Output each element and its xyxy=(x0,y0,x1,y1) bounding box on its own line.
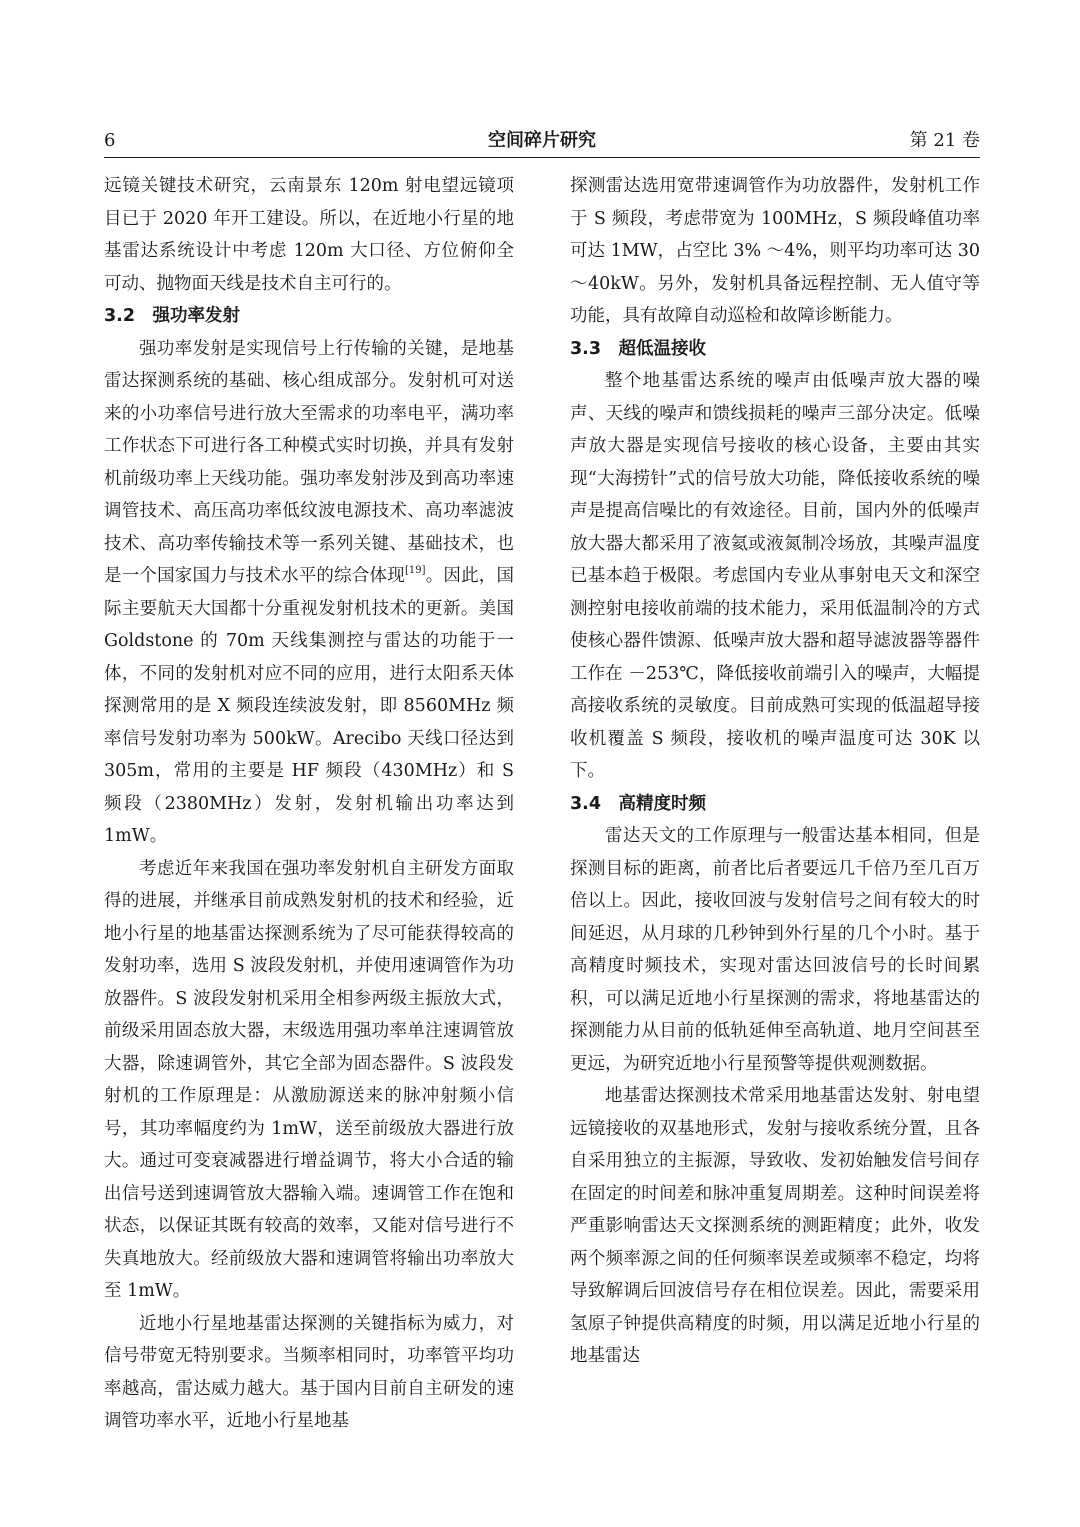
section-number: 3.4 xyxy=(570,793,602,814)
right-column xyxy=(570,170,980,1373)
paragraph: 近地小行星地基雷达探测的关键指标为威力，对信号带宽无特别要求。当频率相同时，功率管平均功率越高，雷达威力越大。基于国内目前自主研发的速调管功率水平，近地小行星地基 xyxy=(104,1313,514,1431)
section-title: 高精度时频 xyxy=(618,793,707,814)
section-heading-3-3 xyxy=(570,333,980,366)
citation-ref: [19] xyxy=(404,565,426,576)
section-title: 超低温接收 xyxy=(618,338,707,359)
paragraph: 地基雷达探测技术常采用地基雷达发射、射电望远镜接收的双基地形式，发射与接收系统分置，且各自采用独立的主振源，导致收、发初始触发信号间存在固定的时间差和脉冲重复周期差。这种时间误差将严重影响雷达天文探测系统的测距精度；此外，收发两个频率源之间的任何频率误差或频率不稳定，均将导致解调后回波信号存在相位误差。因此，需要采用氢原子钟提供高精度的时频，用以满足近地小行星的地基雷达 xyxy=(570,1086,980,1366)
journal-title: 空间碎片研究 xyxy=(488,130,596,151)
header-rule xyxy=(104,157,980,158)
paragraph-text: 。因此，国际主要航天大国都十分重视发射机技术的更新。美国 Goldstone 的 70m 天线集测控与雷达的功能于一体，不同的发射机对应不同的应用，进行太阳系天体探测常用的是 X 频段连续波发射，即 8560MHz 频率信号发射功率为 500kW。Arecibo 天线口径达到 305m，常用的主要是 HF 频段（430MHz）和 S 频段（2380MHz）发射，发射机输出功率达到 1mW。 xyxy=(104,566,514,846)
section-heading-3-2 xyxy=(104,300,514,333)
section-title: 强功率发射 xyxy=(152,306,241,326)
paragraph xyxy=(104,333,514,853)
paragraph: 整个地基雷达系统的噪声由低噪声放大器的噪声、天线的噪声和馈线损耗的噪声三部分决定。低噪声放大器是实现信号接收的核心设备，主要由其实现“大海捞针”式的信号放大功能，降低接收系统的噪声是提高信噪比的有效途径。目前，国内外的低噪声放大器大都采用了液氦或液氮制冷场放，其噪声温度已基本趋于极限。考虑国内专业从事射电天文和深空测控射电接收前端的技术能力，采用低温制冷的方式使核心器件馈源、低噪声放大器和超导滤波器等器件工作在 －253℃，降低接收前端引入的噪声，大幅提高接收系统的灵敏度。目前成熟可实现的低温超导接收机覆盖 S 频段，接收机的噪声温度可达 30K 以下。 xyxy=(570,371,980,781)
volume-label: 第 21 卷 xyxy=(909,130,980,151)
paragraph: 考虑近年来我国在强功率发射机自主研发方面取得的进展，并继承目前成熟发射机的技术和经验，近地小行星的地基雷达探测系统为了尽可能获得较高的发射功率，选用 S 波段发射机，并使用速调管作为功放器件。S 波段发射机采用全相参两级主振放大式，前级采用固态放大器，末级选用强功率单注速调管放大器，除速调管外，其它全部为固态器件。S 波段发射机的工作原理是：从激励源送来的脉冲射频小信号，其功率幅度约为 1mW，送至前级放大器进行放大。通过可变衰减器进行增益调节，将大小合适的输出信号送到速调管放大器输入端。速调管工作在饱和状态，以保证其既有较高的效率，又能对信号进行不失真地放大。经前级放大器和速调管将输出功率放大至 1mW。 xyxy=(104,858,514,1301)
running-header xyxy=(104,128,980,154)
section-heading-3-4 xyxy=(570,788,980,821)
section-number: 3.2 xyxy=(104,306,136,326)
paragraph: 雷达天文的工作原理与一般雷达基本相同，但是探测目标的距离，前者比后者要远几千倍乃至几百万倍以上。因此，接收回波与发射信号之间有较大的时间延迟，从月球的几秒钟到外行星的几个小时。基于高精度时频技术，实现对雷达回波信号的长时间累积，可以满足近地小行星探测的需求，将地基雷达的探测能力从目前的低轨延伸至高轨道、地月空间甚至更远，为研究近地小行星预警等提供观测数据。 xyxy=(570,826,980,1074)
paragraph-text: 强功率发射是实现信号上行传输的关键，是地基雷达探测系统的基础、核心组成部分。发射机可对送来的小功率信号进行放大至需求的功率电平，满功率工作状态下可进行各工种模式实时切换，并具有发射机前级功率上天线功能。强功率发射涉及到高功率速调管技术、高压高功率低纹波电源技术、高功率滤波技术、高功率传输技术等一系列关键、基础技术，也是一个国家国力与技术水平的综合体现 xyxy=(104,338,514,586)
paragraph: 远镜关键技术研究，云南景东 120m 射电望远镜项目已于 2020 年开工建设。所以，在近地小行星的地基雷达系统设计中考虑 120m 大口径、方位俯仰全可动、抛物面天线是技术自主可行的。 xyxy=(104,176,514,294)
paragraph: 探测雷达选用宽带速调管作为功放器件，发射机工作于 S 频段，考虑带宽为 100MHz，S 频段峰值功率可达 1MW，占空比 3% ～4%，则平均功率可达 30 ～40kW。另外，发射机具备远程控制、无人值守等功能，具有故障自动巡检和故障诊断能力。 xyxy=(570,176,980,326)
section-number: 3.3 xyxy=(570,338,602,359)
left-column xyxy=(104,170,514,1438)
page-number: 6 xyxy=(104,130,116,151)
